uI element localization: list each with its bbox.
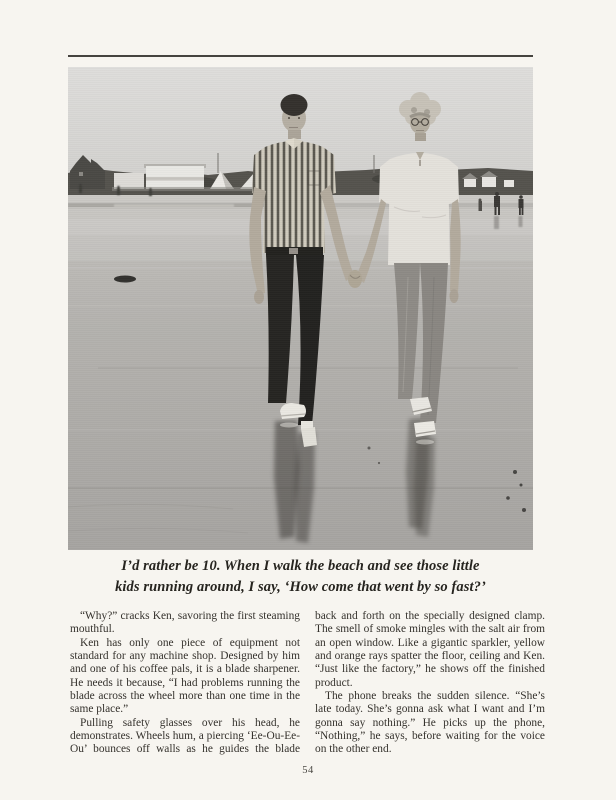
beach-photo-scene	[68, 67, 533, 550]
photo-caption	[58, 556, 543, 598]
woman-shirt	[379, 153, 459, 265]
paragraph: Pulling safety glasses over his head, he demonstrates. Wheels hum, a piercing ‘Ee-Ou-Ee-Ou’ bounces off walls as he guides the blade	[70, 716, 300, 756]
page-number: 54	[302, 765, 314, 776]
divider-rule	[68, 55, 533, 57]
paragraph: “Why?” cracks Ken, savoring the first steaming mouthful.	[70, 610, 300, 636]
man-front-shoe	[280, 403, 306, 419]
left-column	[70, 610, 300, 757]
paragraph: The phone breaks the sudden silence. “She’s late today. She’s gonna ask what I want and I’m gonna say nothing.” He picks up the phone, “Nothing,” he says, before waiting for the voice on the other end.	[315, 690, 545, 756]
right-column	[315, 610, 545, 757]
beach-photograph	[68, 67, 533, 550]
paragraph: Ken has only one piece of equipment not standard for any machine shop. Designed by him and one of his coffee pals, it is a blade sharpener. He needs it because, “I had problems running the blade across the wheel more than one time in the same place.”	[70, 636, 300, 716]
caption-line-1: I’d rather be 10. When I walk the beach and see those little	[121, 558, 480, 574]
paragraph: back and forth on the specially designed clamp. The smell of smoke mingles with the salt air from an open window. Like a gigantic sparkler, yellow and orange rays spatter the floor, ceiling and Ken. “Just like the factory,” he shows off the finished product.	[315, 610, 545, 689]
caption-line-2: kids running around, I say, ‘How come that went by so fast?’	[115, 579, 486, 595]
clasped-hands	[348, 270, 362, 288]
body-text	[70, 610, 546, 757]
man-hair	[281, 94, 308, 116]
